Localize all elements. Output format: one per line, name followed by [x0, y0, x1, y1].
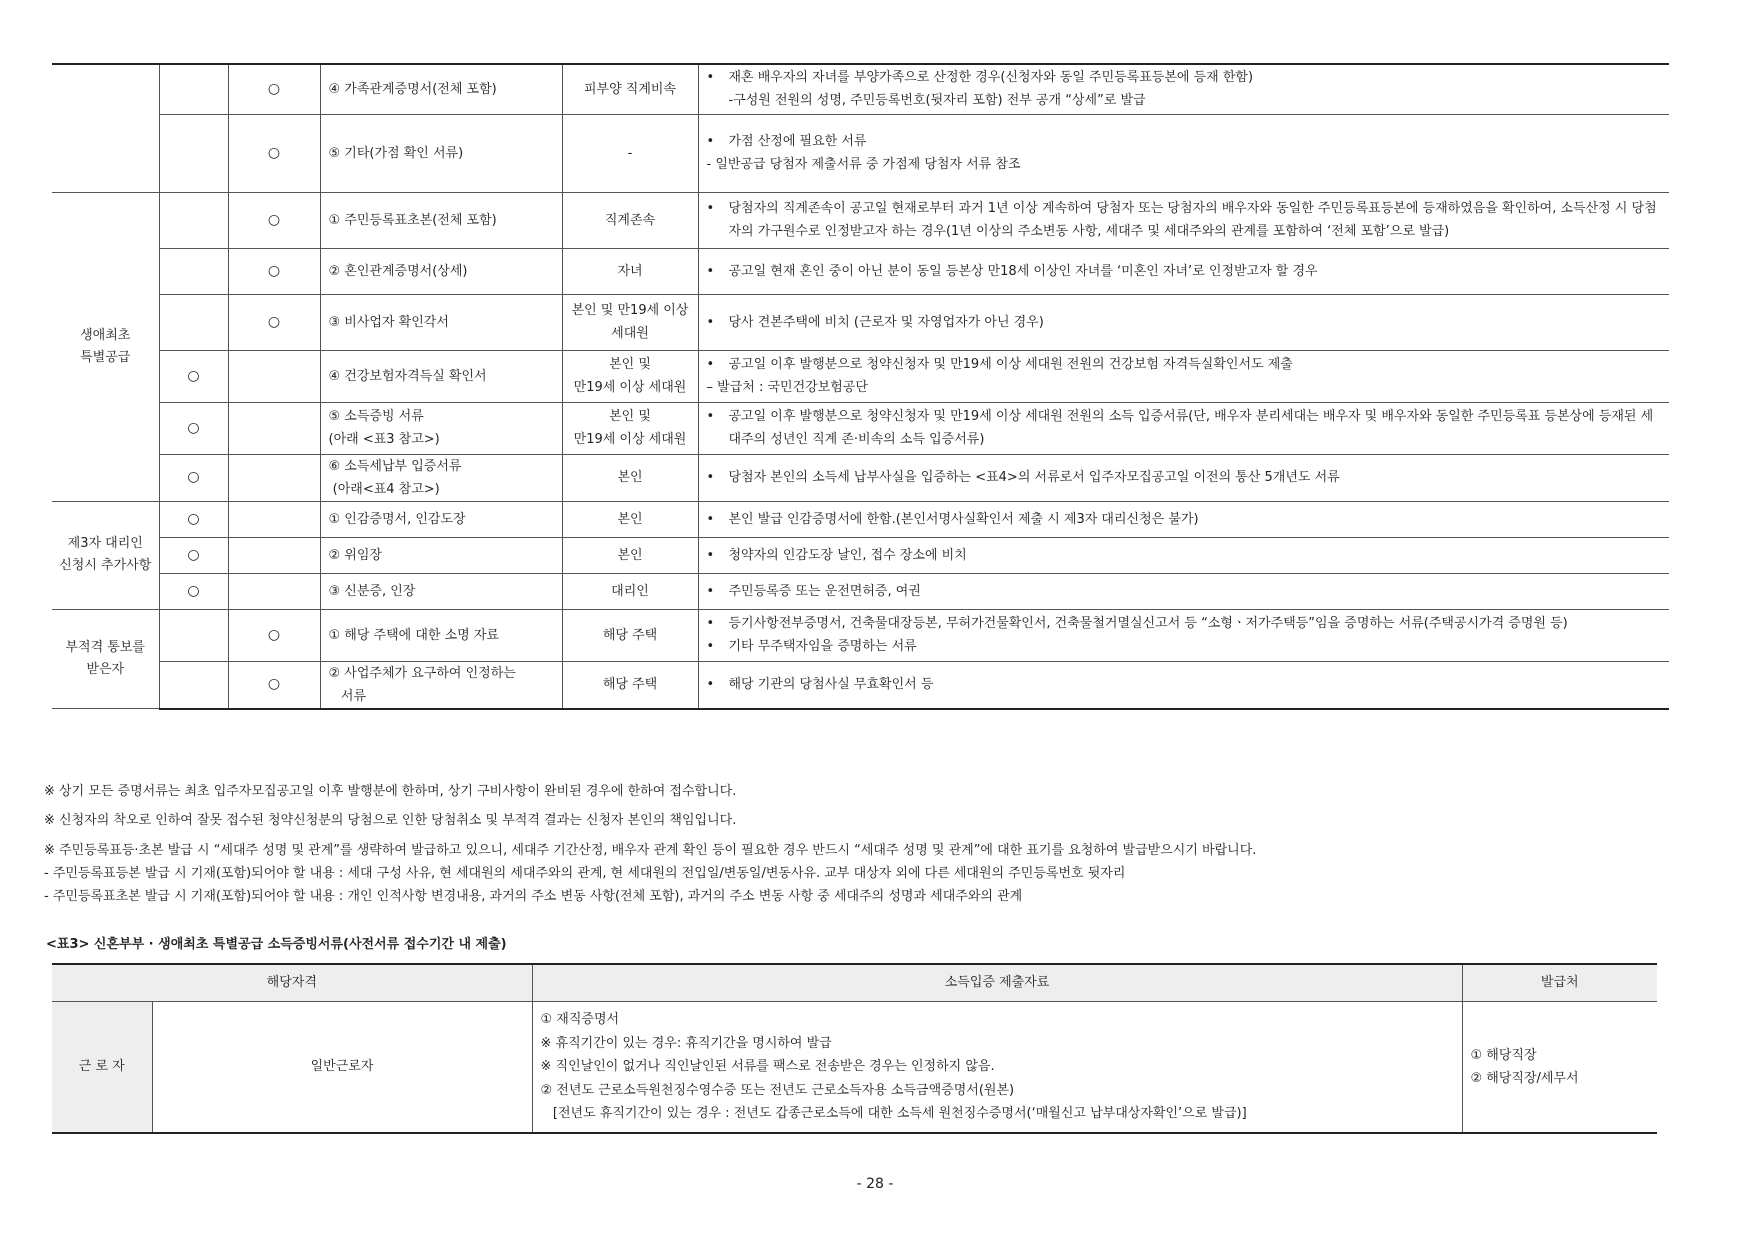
bullet-icon: • — [706, 677, 715, 692]
worker-type: 일반근로자 — [152, 1002, 532, 1134]
description-cell — [698, 248, 1669, 294]
mark-col-2 — [228, 402, 320, 454]
bullet-icon: • — [706, 70, 715, 86]
mark-col-1: ○ — [159, 402, 228, 454]
bullet-icon: • — [706, 511, 715, 527]
mark-col-2: ○ — [228, 114, 320, 192]
mark-col-2: ○ — [228, 294, 320, 350]
document-name-cell — [320, 661, 562, 709]
mark-col-1 — [159, 248, 228, 294]
material-line: [전년도 휴직기간이 있는 경우 : 전년도 갑종근로소득에 대한 소득세 원천징수증명서(‘매월신고 납부대상자확인’으로 발급)] — [540, 1106, 1247, 1122]
mark-col-1 — [159, 114, 228, 192]
mark-col-1 — [159, 64, 228, 114]
bullet-text: 재혼 배우자의 자녀를 부양가족으로 산정한 경우(신청자와 동일 주민등록표등본에 등재 한함) — [728, 70, 1254, 86]
description-cell — [698, 64, 1669, 114]
issuer-line: ① 해당직장 — [1470, 1047, 1537, 1063]
bullet-line — [707, 635, 1666, 658]
target-cell — [562, 501, 698, 537]
table-row — [52, 294, 1669, 350]
category-cell: 제3자 대리인 신청시 추가사항 — [52, 501, 159, 609]
note-line: ※ 상기 모든 증명서류는 최초 입주자모집공고일 이후 발행분에 한하며, 상기 구비사항이 완비된 경우에 한하여 접수합니다. — [44, 784, 737, 799]
document-name-cell — [320, 573, 562, 609]
document-name-line: ⑤ 기타(가점 확인 서류) — [328, 145, 464, 161]
bullet-line — [707, 405, 1666, 451]
target-cell — [562, 192, 698, 248]
target-line: 만19세 이상 세대원 — [573, 432, 687, 447]
target-line: 본인 및 만19세 이상 — [571, 303, 689, 318]
table-row — [52, 248, 1669, 294]
mark-col-2 — [228, 537, 320, 573]
target-line: 본인 및 — [609, 409, 651, 424]
bullet-line — [707, 673, 1666, 696]
mark-col-1: ○ — [159, 350, 228, 402]
target-line: 본인 — [617, 547, 643, 563]
bullet-text: 등기사항전부증명서, 건축물대장등본, 무허가건물확인서, 건축물철거멸실신고서 등 “소형ㆍ저가주택등”임을 증명하는 서류(주택공시가격 증명원 등) — [728, 616, 1568, 631]
mark-col-1: ○ — [159, 454, 228, 501]
document-requirements-table — [52, 63, 1669, 710]
bullet-line — [707, 612, 1666, 635]
mark-col-2: ○ — [228, 248, 320, 294]
bullet-line — [707, 508, 1666, 531]
bullet-text: 공고일 이후 발행분으로 청약신청자 및 만19세 이상 세대원 전원의 소득 입증서류(단, 배우자 분리세대는 배우자 및 배우자와 동일한 주민등록표 등본상에 등재된 세대주의 성년인 직계 존·비속의 소득 입증서류) — [728, 409, 1654, 447]
document-name-line: ② 혼인관계증명서(상세) — [328, 263, 468, 279]
issuer-line: ② 해당직장/세무서 — [1470, 1071, 1579, 1086]
bullet-icon: • — [706, 639, 715, 654]
mark-col-2 — [228, 350, 320, 402]
mark-col-1 — [159, 661, 228, 709]
target-cell — [562, 402, 698, 454]
description-cell — [698, 350, 1669, 402]
target-line: 본인 — [617, 511, 643, 527]
bullet-line — [707, 353, 1666, 376]
bullet-line — [707, 197, 1666, 243]
document-name-line: ⑥ 소득세납부 입증서류 — [328, 458, 462, 474]
description-cell — [698, 537, 1669, 573]
target-cell — [562, 609, 698, 661]
category-cell: 생애최초 특별공급 — [52, 192, 159, 501]
table-row — [52, 64, 1669, 114]
document-name-cell — [320, 294, 562, 350]
target-line: 본인 — [617, 470, 643, 485]
bullet-icon: • — [706, 314, 715, 330]
table-row — [52, 454, 1669, 501]
document-name-line: ④ 가족관계증명서(전체 포함) — [328, 81, 497, 97]
document-name-line: ③ 비사업자 확인각서 — [328, 314, 449, 330]
document-name-cell — [320, 402, 562, 454]
description-cell — [698, 573, 1669, 609]
target-line: 해당 주택 — [602, 677, 658, 692]
document-name-line: (아래<표4 참고>) — [328, 481, 440, 497]
description-cell — [698, 454, 1669, 501]
table-row — [52, 501, 1669, 537]
bullet-text: 당첨자 본인의 소득세 납부사실을 입증하는 <표4>의 서류로서 입주자모집공고일 이전의 통산 5개년도 서류 — [728, 470, 1340, 485]
materials-cell — [532, 1002, 1462, 1134]
income-proof-table — [52, 963, 1657, 1134]
mark-col-1 — [159, 192, 228, 248]
target-line: 세대원 — [611, 326, 649, 341]
note-line: ※ 신청자의 착오로 인하여 잘못 접수된 청약신청분의 당첨으로 인한 당첨취소 및 부적격 결과는 신청자 본인의 책임입니다. — [44, 813, 737, 828]
document-name-line: ① 해당 주택에 대한 소명 자료 — [328, 627, 499, 643]
target-line: - — [627, 145, 633, 161]
table-row — [52, 114, 1669, 192]
material-line: ② 전년도 근로소득원천징수영수증 또는 전년도 근로소득자용 소득금액증명서(원본) — [540, 1082, 1015, 1098]
material-line: ※ 휴직기간이 있는 경우: 휴직기간을 명시하여 발급 — [540, 1035, 832, 1051]
target-line: 자녀 — [617, 263, 643, 279]
table-row — [52, 573, 1669, 609]
target-line: 만19세 이상 세대원 — [573, 380, 687, 395]
mark-col-1: ○ — [159, 501, 228, 537]
description-cell — [698, 661, 1669, 709]
document-name-cell — [320, 114, 562, 192]
target-cell — [562, 248, 698, 294]
target-line: 대리인 — [611, 583, 649, 599]
table-row — [52, 661, 1669, 709]
target-cell — [562, 573, 698, 609]
mark-col-2: ○ — [228, 609, 320, 661]
document-name-cell — [320, 537, 562, 573]
document-name-line: ② 사업주체가 요구하여 인정하는 — [328, 665, 516, 681]
target-line: 직계존속 — [604, 212, 656, 228]
mark-col-1: ○ — [159, 573, 228, 609]
mark-col-2: ○ — [228, 192, 320, 248]
bullet-icon: • — [706, 583, 715, 599]
material-line: ※ 직인날인이 없거나 직인날인된 서류를 팩스로 전송받은 경우는 인정하지 않음. — [540, 1059, 995, 1075]
bullet-icon: • — [706, 547, 715, 563]
page-number: - 28 - — [856, 1176, 894, 1192]
bullet-icon: • — [706, 409, 715, 424]
sub-line: – 발급처 : 국민건강보험공단 — [706, 380, 868, 395]
document-name-line: 서류 — [328, 688, 367, 704]
mark-col-2 — [228, 573, 320, 609]
bullet-text: 본인 발급 인감증명서에 한함.(본인서명사실확인서 제출 시 제3자 대리신청은 불가) — [728, 511, 1199, 527]
bullet-line — [707, 66, 1666, 89]
bullet-text: 주민등록증 또는 운전면허증, 여권 — [728, 583, 921, 599]
table-row — [52, 192, 1669, 248]
target-line: 피부양 직계비속 — [583, 81, 677, 97]
mark-col-2 — [228, 454, 320, 501]
table3-title: <표3> 신혼부부 · 생애최초 특별공급 소득증빙서류(사전서류 접수기간 내 제출) — [46, 937, 507, 952]
issuer-cell — [1462, 1002, 1657, 1134]
target-cell — [562, 454, 698, 501]
bullet-icon: • — [706, 263, 715, 279]
bullet-text: 공고일 현재 혼인 중이 아닌 분이 동일 등본상 만18세 이상인 자녀를 ‘미혼인 자녀’로 인정받고자 할 경우 — [728, 263, 1318, 279]
description-cell — [698, 609, 1669, 661]
description-cell — [698, 114, 1669, 192]
bullet-line — [707, 311, 1666, 334]
target-line: 본인 및 — [609, 357, 651, 372]
bullet-text: 당사 견본주택에 비치 (근로자 및 자영업자가 아닌 경우) — [728, 314, 1044, 330]
note-line: ※ 주민등록표등·초본 발급 시 “세대주 성명 및 관계”를 생략하여 발급하고 있으니, 세대주 기간산정, 배우자 관계 확인 등이 필요한 경우 반드시 “세대주 성명 및 관계”에 대한 표기를 요청하여 발급받으시기 바랍니다. — [44, 843, 1257, 858]
document-name-cell — [320, 64, 562, 114]
bullet-icon: • — [706, 201, 715, 216]
document-name-line: ① 인감증명서, 인감도장 — [328, 511, 466, 527]
target-cell — [562, 661, 698, 709]
bullet-line — [707, 260, 1666, 283]
document-name-line: ① 주민등록표초본(전체 포함) — [328, 212, 497, 228]
bullet-line — [707, 130, 1666, 153]
category-cell — [52, 64, 159, 192]
category-cell: 부적격 통보를 받은자 — [52, 609, 159, 709]
note-line: - 주민등록표초본 발급 시 기재(포함)되어야 할 내용 : 개인 인적사항 변경내용, 과거의 주소 변동 사항(전체 포함), 과거의 주소 변동 사항 중 세대주의 성명과 세대주와의 관계 — [44, 889, 1023, 904]
document-name-line: ② 위임장 — [328, 547, 382, 563]
bullet-text: 당첨자의 직계존속이 공고일 현재로부터 과거 1년 이상 계속하여 당첨자 또는 당첨자의 배우자와 동일한 주민등록표등본에 등재하였음을 확인하여, 소득산정 시 당첨자의 가구원수로 인정받고자 하는 경우(1년 이상의 주소변동 사항, 세대주 및 세대주와의 관계를 포함하여 ‘전체 포함’으로 발급) — [728, 201, 1657, 239]
table-row — [52, 537, 1669, 573]
bullet-icon: • — [706, 470, 715, 485]
target-cell — [562, 350, 698, 402]
bullet-text: 청약자의 인감도장 날인, 접수 장소에 비치 — [728, 547, 967, 563]
document-name-line: ③ 신분증, 인장 — [328, 583, 416, 599]
bullet-text: 해당 기관의 당첨사실 무효확인서 등 — [728, 677, 934, 692]
mark-col-1 — [159, 609, 228, 661]
bullet-line — [707, 544, 1666, 567]
description-cell — [698, 402, 1669, 454]
description-cell — [698, 192, 1669, 248]
target-cell — [562, 64, 698, 114]
header-issuer: 발급처 — [1462, 964, 1657, 1002]
target-cell — [562, 537, 698, 573]
document-name-cell — [320, 501, 562, 537]
worker-label: 근 로 자 — [52, 1002, 152, 1134]
document-name-cell — [320, 192, 562, 248]
bullet-icon: • — [706, 134, 715, 149]
document-name-cell — [320, 609, 562, 661]
mark-col-2: ○ — [228, 64, 320, 114]
material-line: ① 재직증명서 — [540, 1012, 620, 1028]
mark-col-1: ○ — [159, 537, 228, 573]
document-name-cell — [320, 350, 562, 402]
header-materials: 소득입증 제출자료 — [532, 964, 1462, 1002]
note-line: - 주민등록표등본 발급 시 기재(포함)되어야 할 내용 : 세대 구성 사유, 현 세대원의 세대주와의 관계, 현 세대원의 전입일/변동일/변동사유. 교부 대상자 외에 다른 세대원의 주민등록번호 뒷자리 — [44, 866, 1126, 881]
sub-line: -구성원 전원의 성명, 주민등록번호(뒷자리 포함) 전부 공개 “상세”로 발급 — [728, 93, 1146, 109]
document-name-line: ④ 건강보험자격득실 확인서 — [328, 368, 487, 384]
bullet-line — [707, 466, 1666, 489]
description-cell — [698, 294, 1669, 350]
bullet-text: 가점 산정에 필요한 서류 — [728, 134, 867, 149]
target-cell — [562, 114, 698, 192]
mark-col-2: ○ — [228, 661, 320, 709]
bullet-text: 공고일 이후 발행분으로 청약신청자 및 만19세 이상 세대원 전원의 건강보험 자격득실확인서도 제출 — [728, 357, 1293, 372]
table-row — [52, 609, 1669, 661]
bullet-icon: • — [706, 616, 715, 631]
header-qualification: 해당자격 — [52, 964, 532, 1002]
table-row — [52, 350, 1669, 402]
target-line: 해당 주택 — [602, 627, 658, 643]
mark-col-1 — [159, 294, 228, 350]
sub-line: - 일반공급 당첨자 제출서류 중 가점제 당첨자 서류 참조 — [706, 157, 1021, 172]
document-name-cell — [320, 248, 562, 294]
description-cell — [698, 501, 1669, 537]
table-row — [52, 402, 1669, 454]
bullet-text: 기타 무주택자임을 증명하는 서류 — [728, 639, 917, 654]
bullet-line — [707, 580, 1666, 603]
document-name-line: ⑤ 소득증빙 서류 — [328, 409, 424, 424]
bullet-icon: • — [706, 357, 715, 372]
target-cell — [562, 294, 698, 350]
document-name-cell — [320, 454, 562, 501]
document-name-line: (아래 <표3 참고>) — [328, 432, 440, 447]
mark-col-2 — [228, 501, 320, 537]
